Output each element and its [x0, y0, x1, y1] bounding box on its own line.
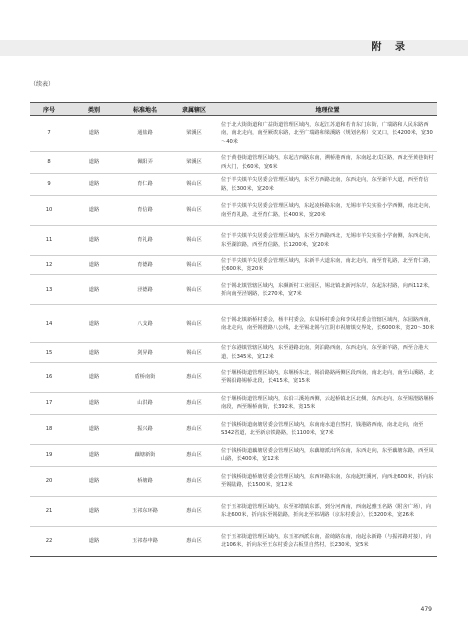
row-number: 8 — [30, 152, 68, 174]
table-header-row — [30, 103, 437, 116]
row-district: 惠山区 — [170, 466, 218, 496]
row-number: 20 — [30, 466, 68, 496]
table-row — [30, 343, 437, 362]
row-district: 惠山区 — [170, 362, 218, 392]
row-location: 位于羊尖镇羊尖居委会管理区域内，东至方西路西北，无锡市羊尖实验小学南侧，东西走向，东至湖滨路，西至育信路，长1200米，宽20米 — [218, 226, 437, 256]
row-district: 惠山区 — [170, 444, 218, 466]
table-row — [30, 256, 437, 275]
row-location: 位于锡北镇管辖区域内，东濒新村工业园区，锡北镇北新河东岸，东起东村路，向西112米，折向南至泾钢路，长270米，宽7米 — [218, 275, 437, 305]
row-district: 惠山区 — [170, 526, 218, 556]
row-number: 12 — [30, 256, 68, 275]
row-standard-name: 泾德路 — [120, 275, 170, 305]
row-standard-name: 玉祁春申路 — [120, 526, 170, 556]
place-name-table — [30, 102, 437, 557]
row-district: 梁溪区 — [170, 152, 218, 174]
row-district: 梁溪区 — [170, 116, 218, 152]
row-type: 道路 — [68, 466, 120, 496]
row-type: 道路 — [68, 343, 120, 362]
row-type: 道路 — [68, 496, 120, 526]
row-type: 道路 — [68, 414, 120, 444]
row-standard-name: 育仁路 — [120, 174, 170, 196]
row-type: 道路 — [68, 526, 120, 556]
col-header-standard-name: 标准地名 — [120, 103, 170, 116]
col-header-location: 地理位置 — [218, 103, 437, 116]
row-type: 道路 — [68, 362, 120, 392]
row-district: 锡山区 — [170, 275, 218, 305]
row-location: 位于羊尖镇羊尖居委会管理区域内，东至方西路北南，东西走向，东至新羊大道，西至育信路，长300米，宽20米 — [218, 174, 437, 196]
row-type: 道路 — [68, 226, 120, 256]
row-location: 位于钱桥街道南塘居委会管理区域内，东南南水道自然村，钱港路西南，南北走向，南至S342省道，北至新京铁路路，长1100米，宽7米 — [218, 414, 437, 444]
table-row — [30, 152, 437, 174]
table-row — [30, 526, 437, 556]
table-row — [30, 414, 437, 444]
row-type: 道路 — [68, 174, 120, 196]
row-number: 16 — [30, 362, 68, 392]
row-number: 15 — [30, 343, 68, 362]
row-standard-name: 通盐路 — [120, 116, 170, 152]
row-location: 位于羊尖镇羊尖居委会管理区域内，东起凌桥路东南，无锡市羊尖实验小学西侧，南北走向，南至育礼路，北至育仁路，长400米，宽20米 — [218, 196, 437, 226]
row-standard-name: 育礼路 — [120, 226, 170, 256]
row-location: 位于羊尖镇羊尖居委会管理区域内，东新羊大道东南，南北走向，南至育礼路，北至育仁路，长600米，宽20米 — [218, 256, 437, 275]
table-row — [30, 275, 437, 305]
row-district: 锡山区 — [170, 196, 218, 226]
row-standard-name: 桥塘路 — [120, 466, 170, 496]
table-row — [30, 305, 437, 343]
row-type: 道路 — [68, 305, 120, 343]
row-district: 惠山区 — [170, 414, 218, 444]
table-row — [30, 392, 437, 414]
row-number: 19 — [30, 444, 68, 466]
row-number: 14 — [30, 305, 68, 343]
table-row — [30, 444, 437, 466]
row-location: 位于黄巷街道管理区域内，东起吉西路东南，溯桥港西南，东南起北戊区路，西北至黄巷街村西大门，长60米，宽6米 — [218, 152, 437, 174]
row-standard-name: 剑昇路 — [120, 343, 170, 362]
row-standard-name: 育德路 — [120, 256, 170, 275]
row-location: 位于锡北镇新桥村委会，杨丰村委会，东局桥村委会和李凤村委会管辖区域内，东园路西南，南北走向，南至锡澄路八公线，北至锡北锡与江阴市祝塘镇交界处，长6000米，宽20～30米 — [218, 305, 437, 343]
row-number: 7 — [30, 116, 68, 152]
row-type: 道路 — [68, 116, 120, 152]
row-district: 锡山区 — [170, 256, 218, 275]
row-standard-name: 藕塘新街 — [120, 444, 170, 466]
row-district: 锡山区 — [170, 343, 218, 362]
row-type: 道路 — [68, 256, 120, 275]
row-standard-name: 山洪路 — [120, 392, 170, 414]
section-title: 附 录 — [371, 42, 410, 53]
row-location: 位于堰桥街道管理区域内，东堰桥东北，锡沿路路两侧区段西南，南北走向，南至山溪路，北至锡沿路锡桥北段，长415米，宽15米 — [218, 362, 437, 392]
col-header-number: 序号 — [30, 103, 68, 116]
row-location: 位于钱桥街道桥塘居委会管理区域内，东西环路东南，东南起旺溪河，向西北600米，折向东至锡陆路，长1500米，宽12米 — [218, 466, 437, 496]
row-type: 道路 — [68, 196, 120, 226]
row-district: 锡山区 — [170, 226, 218, 256]
table-row — [30, 362, 437, 392]
row-number: 18 — [30, 414, 68, 444]
row-location: 位于玉祁街道管理区域内，东至祁墩镇东部，到分河西南，西南起雅玉名路（附舍广场），向东北600米，折向东至锡陆路，折向北至祁胡路（京东村委会），长3200米，宽26米 — [218, 496, 437, 526]
table-row — [30, 496, 437, 526]
table-row — [30, 466, 437, 496]
row-number: 21 — [30, 496, 68, 526]
row-number: 11 — [30, 226, 68, 256]
row-location: 位于东港镇管辖区域内，东至港路北南，剑泊路西南，东西走向，东至新羊路，西至合港大道，长345米，宽12米 — [218, 343, 437, 362]
table-row — [30, 226, 437, 256]
row-location: 位于钱桥街道藕塘居委会管理区域内，东藕塘派出所东南，东西走向，东至藕塘东路，西至凤山路，长400米，宽12米 — [218, 444, 437, 466]
col-header-type: 类别 — [68, 103, 120, 116]
row-location: 位于玉祁街道管理区域内，东玉祁西派东南，盈绮路东南，南起永新路（与振祁路对接），向北106米，折向东至王东村委会古板里自然村，长230米，宽5米 — [218, 526, 437, 556]
page-number: 479 — [420, 606, 432, 613]
col-header-district: 隶属辖区 — [170, 103, 218, 116]
row-district: 锡山区 — [170, 305, 218, 343]
row-standard-name: 玉祁东环路 — [120, 496, 170, 526]
table-row — [30, 116, 437, 152]
row-district: 惠山区 — [170, 392, 218, 414]
row-standard-name: 八支路 — [120, 305, 170, 343]
continued-note: （续表） — [30, 81, 55, 88]
row-district: 锡山区 — [170, 174, 218, 196]
row-type: 道路 — [68, 444, 120, 466]
row-standard-name: 盾桥南街 — [120, 362, 170, 392]
row-number: 17 — [30, 392, 68, 414]
row-number: 10 — [30, 196, 68, 226]
row-type: 道路 — [68, 275, 120, 305]
row-number: 9 — [30, 174, 68, 196]
table-row — [30, 196, 437, 226]
table-row — [30, 174, 437, 196]
row-standard-name: 育信路 — [120, 196, 170, 226]
row-district: 惠山区 — [170, 496, 218, 526]
row-standard-name: 振兴路 — [120, 414, 170, 444]
row-number: 22 — [30, 526, 68, 556]
row-type: 道路 — [68, 392, 120, 414]
row-location: 位于堰桥街道管理区域内，东沿三溪苑西侧，云起桥镇北区北侧，东西走向，东至锡澄路堰桥南段，西至堰桥南街，长392米，宽15米 — [218, 392, 437, 414]
row-location: 位于北大街街道和广益街道管理区域内，东起江苏道和若肯东门东街，广瑞路和人民东路西南，南北走向，南至厥诶东路，北至广瑞路和梁溪路（规划名称）交叉口，长4200米，宽30～40米 — [218, 116, 437, 152]
row-standard-name: 佩阳弄 — [120, 152, 170, 174]
row-type: 道路 — [68, 152, 120, 174]
row-number: 13 — [30, 275, 68, 305]
